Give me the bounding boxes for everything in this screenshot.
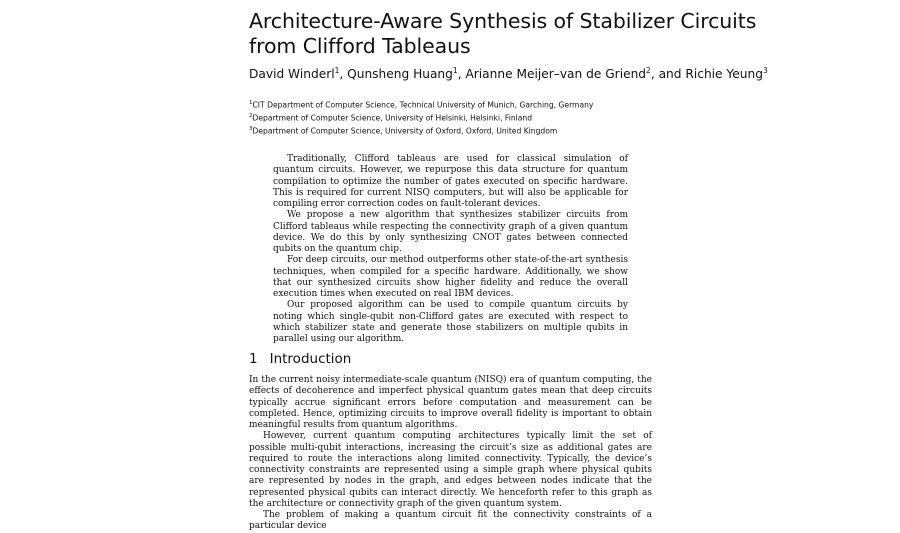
abstract (273, 154, 628, 345)
body-paragraph: The problem of making a quantum circuit fit the connectivity constraints of a particular device (249, 510, 652, 532)
author-affil-mark: 1 (334, 66, 340, 75)
title-line-1: Architecture-Aware Synthesis of Stabilizer Circuits (249, 9, 757, 33)
title-line-2: from Clifford Tableaus (249, 34, 471, 58)
affiliation (249, 124, 593, 137)
affiliation (249, 111, 593, 124)
affiliation-mark: 1 (249, 100, 253, 106)
author-separator: , and (650, 67, 686, 82)
body-paragraph: In the current noisy intermediate-scale quantum (NISQ) era of quantum computing, the effects of decoherence and imperfect physical quantum gates mean that deep circuits typically accrue significant errors before computation and measurement can be completed. Hence, optimizing circuits to improve overall fidelity is important to obtain meaningful results from quantum algorithms. (249, 375, 652, 430)
section-title: Introduction (269, 351, 352, 367)
affiliation-text: Department of Computer Science, University of Oxford, Oxford, United Kingdom (252, 126, 558, 136)
abstract-paragraph: For deep circuits, our method outperforms other state-of-the-art synthesis techniques, when compiled for a specific hardware. Additionally, we show that our synthesized circuits show higher fidelity and reduce the overall execution times when executed on real IBM devices. (273, 255, 628, 299)
author-name: Richie Yeung (685, 67, 763, 82)
affiliation-mark: 2 (249, 112, 253, 119)
author-separator: , (339, 67, 348, 82)
section-heading (249, 351, 351, 367)
author-name: Qunsheng Huang (347, 67, 453, 82)
author-list (249, 66, 768, 81)
author-separator: , (457, 67, 466, 82)
intro-body (249, 375, 652, 533)
author-name: Arianne Meijer–van de Griend (465, 67, 647, 82)
author-name: David Winderl (249, 67, 335, 82)
affiliation-mark: 3 (249, 125, 253, 132)
body-paragraph: However, current quantum computing architectures typically limit the set of possible multi-qubit interactions, increasing the circuit’s size as additional gates are required to route the interactions along limited connectivity. Typically, the device’s connectivity constraints are represented using a simple graph where physical qubits are represented by nodes in the graph, and edges between nodes indicate that the represented physical qubits can interact directly. We henceforth refer to this graph as the architecture or connectivity graph of the given quantum system. (249, 431, 652, 509)
author-affil-mark: 2 (646, 66, 651, 75)
paper-title (249, 9, 757, 59)
affiliation (249, 98, 593, 111)
abstract-paragraph: Our proposed algorithm can be used to compile quantum circuits by noting which single-qubit non-Clifford gates are executed with respect to which stabilizer state and generate those stabilizers on multiple qubits in parallel using our algorithm. (273, 300, 628, 344)
abstract-paragraph: We propose a new algorithm that synthesizes stabilizer circuits from Clifford tableaus while respecting the connectivity graph of a given quantum device. We do this by only synthesizing CNOT gates between connected qubits on the quantum chip. (273, 210, 628, 254)
affiliation-text: CIT Department of Computer Science, Technical University of Munich, Garching, Germany (252, 100, 594, 110)
author-affil-mark: 1 (452, 66, 458, 75)
affiliation-text: Department of Computer Science, University of Helsinki, Helsinki, Finland (252, 113, 533, 123)
affiliation-list (249, 98, 593, 137)
author-affil-mark: 3 (762, 66, 768, 75)
section-number: 1 (249, 351, 258, 367)
abstract-paragraph: Traditionally, Clifford tableaus are used for classical simulation of quantum circuits. However, we repurpose this data structure for quantum compilation to optimize the number of gates executed on specific hardware. This is required for current NISQ computers, but will also be applicable for compiling error correction codes on fault-tolerant devices. (273, 154, 628, 209)
